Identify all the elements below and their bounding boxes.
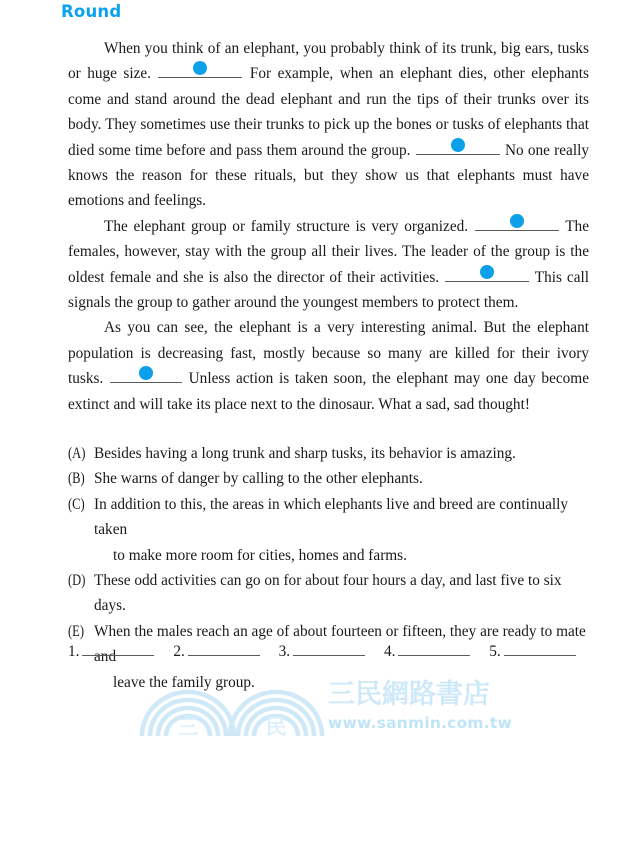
reading-passage: [68, 36, 589, 417]
answer-slot-4-rule[interactable]: [398, 642, 470, 656]
paragraph-1-text-b: For example, when an elephant dies, other elephants come and stand around the dead elephant and run the tips of their trunks over its body. They sometimes use their trunks to pick up the bones or tusks of elephants that died some time before and pass them around the group.: [68, 65, 589, 159]
answer-slot-2-rule[interactable]: [188, 642, 260, 656]
sanmin-logo-char-right: 民: [265, 715, 287, 739]
sanmin-logo-char-left: 三: [177, 715, 199, 739]
answer-slot-5-number: 5.: [489, 643, 501, 660]
paragraph-3-text-b: Unless action is taken soon, the elephant may one day become extinct and will take its place next to the dinosaur. What a sad, sad thought!: [68, 370, 589, 413]
paragraph-2: [68, 214, 589, 316]
blank-2-number: 2: [451, 138, 465, 152]
paragraph-1: [68, 36, 589, 214]
choice-a[interactable]: [68, 441, 589, 466]
blank-4[interactable]: [445, 266, 529, 282]
choice-d-text: These odd activities can go on for about four hours a day, and last five to six days.: [94, 572, 562, 615]
blank-1[interactable]: [158, 62, 242, 78]
paragraph-3-text-a: As you can see, the elephant is a very interesting animal. But the elephant population is decreasing fast, mostly because so many are killed for their ivory tusks.: [68, 319, 589, 388]
page-title: Round: [61, 2, 122, 21]
answer-entry-row: [68, 641, 589, 663]
choice-c[interactable]: [68, 492, 589, 568]
answer-slot-3[interactable]: [279, 641, 365, 663]
choice-b[interactable]: [68, 466, 589, 491]
blank-4-number: 4: [480, 265, 494, 279]
choice-b-text: She warns of danger by calling to the other elephants.: [94, 470, 423, 488]
choice-c-label: (C): [68, 495, 85, 513]
answer-slot-3-number: 3.: [278, 643, 291, 660]
choice-a-label: (A): [68, 445, 86, 462]
paragraph-3: [68, 315, 589, 417]
choice-e-text: When the males reach an age of about fourteen or fifteen, they are ready to mate and: [94, 622, 586, 666]
blank-5-number: 5: [139, 366, 153, 380]
answer-slot-5[interactable]: [489, 641, 575, 663]
choice-e-text-line2: leave the family group.: [113, 673, 255, 691]
paragraph-1-text-c: No one really knows the reason for these rituals, but they show us that elephants must have emotions and feelings.: [68, 141, 589, 210]
blank-1-number: 1: [193, 61, 207, 75]
choice-c-text: In addition to this, the areas in which elephants live and breed are continually taken: [94, 495, 569, 539]
choice-c-text-line2: to make more room for cities, homes and farms.: [113, 546, 407, 564]
blank-2[interactable]: [416, 139, 500, 155]
watermark-url: www.sanmin.com.tw: [328, 714, 512, 732]
watermark-chinese: 三民網路書店: [328, 679, 490, 710]
choice-e-label: (E): [68, 622, 85, 640]
blank-5[interactable]: [110, 367, 182, 383]
answer-slot-1-number: 1.: [68, 643, 80, 660]
answer-slot-4-number: 4.: [383, 643, 396, 660]
paragraph-2-text-a: The elephant group or family structure is very organized.: [104, 217, 469, 235]
choice-a-text: Besides having a long trunk and sharp tusks, its behavior is amazing.: [94, 445, 516, 462]
blank-3[interactable]: [475, 215, 559, 231]
choice-b-label: (B): [68, 470, 85, 488]
paragraph-2-text-b: The females, however, stay with the group all their lives. The leader of the group is the oldest female and she is also the director of their activities.: [68, 217, 589, 286]
choice-d[interactable]: [68, 568, 589, 619]
blank-3-number: 3: [510, 214, 524, 228]
answer-slot-1[interactable]: [68, 641, 154, 663]
answer-slot-3-rule[interactable]: [293, 642, 365, 656]
choice-d-label: (D): [68, 572, 86, 590]
paragraph-1-text-a: When you think of an elephant, you probably think of its trunk, big ears, tusks or huge size.: [68, 40, 589, 83]
answer-slot-4[interactable]: [384, 641, 470, 663]
answer-slot-2-number: 2.: [173, 643, 185, 660]
answer-slot-1-rule[interactable]: [82, 642, 154, 656]
answer-slot-5-rule[interactable]: [504, 642, 576, 656]
paragraph-2-text-c: This call signals the group to gather around the youngest members to protect them.: [68, 268, 589, 312]
answer-slot-2[interactable]: [173, 641, 259, 663]
